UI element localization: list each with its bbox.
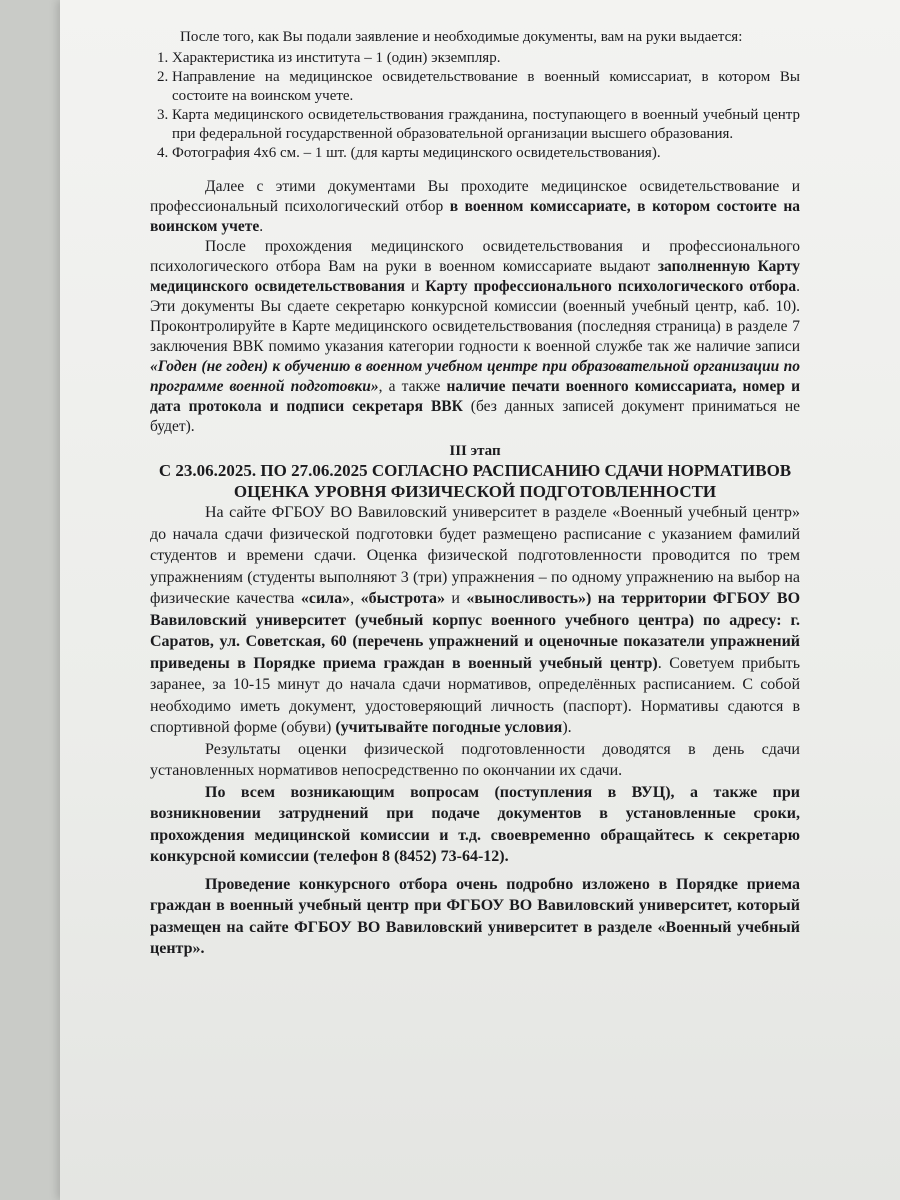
list-item: 3. Карта медицинского освидетельствования гражданина, поступающего в военный учебный центр при федеральной государственной образовательной организации высшего образования. [172,106,800,144]
text-run: . Эти документы Вы сдаете секретарю конкурсной комиссии (военный учебный центр, каб. 10). Проконтролируйте в Карте медицинского освидетельствования (последняя страница) в разделе 7 заключения ВВК помимо указания категории годности к военной службе так же наличие записи [150,278,800,355]
text-run: . [259,218,264,235]
list-item: 2. Направление на медицинское освидетельствование в военный комиссариат, в котором Вы состоите на воинском учете. [172,68,800,106]
stage-title: III этап [449,443,501,459]
list-item: 1. Характеристика из института – 1 (один) экземпляр. [172,49,800,68]
text-run: ). [562,719,572,736]
bold-run: «выносливость») [466,590,592,607]
paragraph-results: Результаты оценки физической подготовленности доводятся в день сдачи установленных нормативов непосредственно по окончании их сдачи. [150,740,800,779]
bold-run: наличие печати военного комиссариата, номер и дата протокола и подписи секретаря ВВК [150,378,800,415]
text-run: (без данных записей документ приниматься не будет). [150,398,800,435]
paragraph-procedure: Проведение конкурсного отбора очень подробно изложено в Порядке приема граждан в военный учебный центр при ФГБОУ ВО Вавиловский университет, который размещен на сайте ФГБОУ ВО Вавиловский университет в разделе «Военный учебный центр». [150,875,800,957]
list-item: 4. Фотография 4х6 см. – 1 шт. (для карты медицинского освидетельствования). [172,144,800,163]
intro-text: После того, как Вы подали заявление и необходимые документы, вам на руки выдается: [180,29,743,45]
documents-list [150,49,800,163]
bold-italic-run: «Годен (не годен) к обучению в военном учебном центре при образовательной организации по программе военной подготовки» [150,358,800,395]
bold-run: в военном комиссариате, в котором состоите на воинском учете [150,198,801,235]
text-run: После прохождения медицинского освидетельствования и профессионального психологического отбора Вам на руки в военном комиссариате выдают [150,238,800,275]
paragraph-medical-card [150,237,800,437]
bold-run: на территории ФГБОУ ВО Вавиловский университет (учебный корпус военного учебного центра) по адресу: г. Саратов, ул. Советская, 60 (перечень упражнений и оценочные показатели упражнений приведены в Порядке приема граждан в военный учебный центр) [150,590,801,672]
text-run: , а также [378,378,447,395]
paragraph-medical-exam [150,177,800,237]
text-run: , [350,590,361,607]
paragraph-contacts: По всем возникающим вопросам (поступления в ВУЦ), а также при возникновении затруднений при подаче документов в установленные сроки, прохождения медицинской комиссии и т.д. своевременно обращайтесь к секретарю конкурсной комиссии (телефон 8 (8452) 73-64-12). [150,783,800,865]
bold-run: «быстрота» [360,590,445,607]
document-body [150,28,800,960]
text-run: и [444,590,467,607]
text-run: Далее с этими документами Вы проходите медицинское освидетельствование и профессиональный психологический отбор [150,178,800,215]
document-page [60,0,900,1200]
paragraph-physical-test [150,502,800,739]
bold-run: Карту профессионального психологического отбора [425,278,797,295]
bold-run: (учитывайте погодные условия [335,719,563,736]
text-run: и [405,278,426,295]
bold-run: заполненную Карту медицинского освидетельствования [150,258,800,295]
text-run: На сайте ФГБОУ ВО Вавиловский университет в разделе «Военный учебный центр» до начала сдачи физической подготовки будет размещено расписание с указанием фамилий студентов и времени сдачи. Оценка физической подготовленности проводится по трем упражнениям (студенты выполняют 3 (три) упражнения – по одному упражнению на выбор на физические качества [150,504,800,607]
section-heading: С 23.06.2025. ПО 27.06.2025 СОГЛАСНО РАСПИСАНИЮ СДАЧИ НОРМАТИВОВ ОЦЕНКА УРОВНЯ ФИЗИЧЕСКОЙ ПОДГОТОВЛЕННОСТИ [158,461,792,501]
bold-run: «сила» [300,590,351,607]
text-run: . Советуем прибыть заранее, за 10-15 минут до начала сдачи нормативов, определённых расписанием. С собой необходимо иметь документ, удостоверяющий личность (паспорт). Нормативы сдаются в спортивной форме (обуви) [150,654,800,736]
